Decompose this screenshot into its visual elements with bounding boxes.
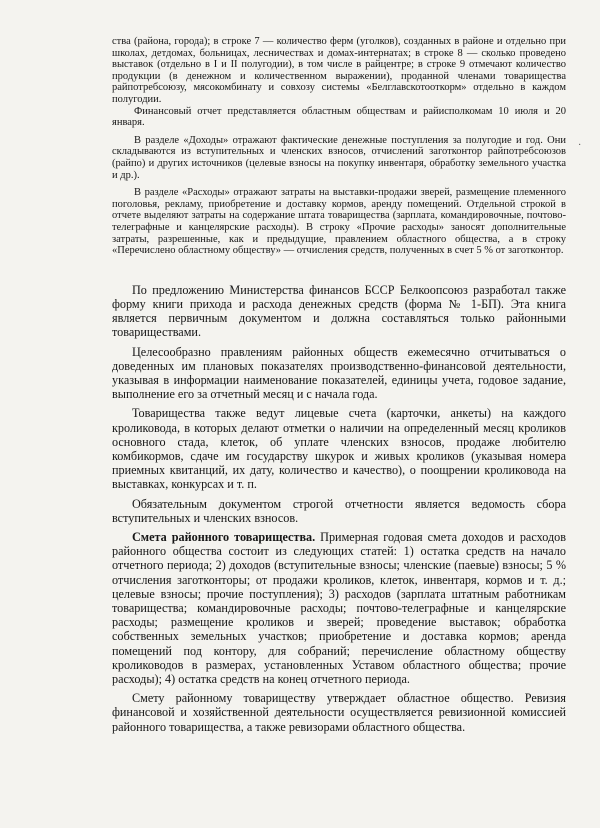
main-text-section bbox=[112, 283, 566, 734]
paragraph-monthly-reports: Целесообразно правлениям районных обществ ежемесячно отчитываться о доведенных им плановых показателях производственно-финансовой деятельности, указывая в информации наименование показателей, единицы учета, годовое задание, выполнение его за отчетный месяц и с начала года. bbox=[112, 344, 566, 402]
paragraph-income-section: В разделе «Доходы» отражают фактические денежные поступления за полугодие и год. Они складываются из вступительных и членских взносов, отчислений заготконтор райпотребсоюзов (райпо) и других источников (целевые взносы на покупку инвентаря, обработку земельного участка и др.). bbox=[112, 134, 566, 181]
paragraph-expenses-section: В разделе «Расходы» отражают затраты на выставки-продажи зверей, размещение племенного поголовья, рекламу, приобретение и доставку кормов, аренду помещений. Отдельной строкой в отчете выделяют затраты на содержание штата товарищества (зарплата, командировочные, почтово-телеграфные и канцелярские расходы). В строку «Прочие расходы» заносят дополнительные затраты, разрешенные, как и предыдущие, правлением областного общества, а в строку «Перечислено областному обществу» — отчисления средств, полученных в счет 5 % от заготконтор. bbox=[112, 187, 566, 257]
scan-speck: · bbox=[578, 140, 582, 151]
small-print-section bbox=[112, 36, 566, 257]
smeta-text: Примерная годовая смета доходов и расходов районного общества состоит из следующих статей: 1) остатка средств на начало отчетного периода; 2) доходов (вступительные взносы; членские (паевые) взносы; 5 % отчисления заготконторы; от продажи кроликов, клеток, инвентаря, кормов и т. д.; целевые взносы; прочие поступления); 3) расходов (зарплата штатным работникам товарищества; командировочные расходы; почтово-телеграфные и канцелярские расходы; размещение кроликов и зверей; проведение выставок; обработка собственных земельных участков; приобретение и доставка кормов; аренда помещений под контору, для собраний; перечисление областному обществу кролиководов в размерах, установленных Уставом областного общества; прочие расходы); 4) остатка средств на конец отчетного периода. bbox=[112, 529, 566, 686]
paragraph-financial-report: Финансовый отчет представляется областным обществам и райисполкомам 10 июля и 20 января. bbox=[112, 105, 566, 129]
paragraph-approval: Смету районному товариществу утверждает областное общество. Ревизия финансовой и хозяйственной деятельности осуществляется ревизионной комиссией районного товарищества, а также ревизорами областного общества. bbox=[112, 691, 566, 734]
paragraph-smeta bbox=[112, 530, 566, 686]
smeta-heading: Смета районного товарищества. bbox=[132, 529, 316, 544]
paragraph-rows-7-9: ства (района, города); в строке 7 — количество ферм (уголков), созданных в районе и отдельно при школах, детдомах, больницах, лесничествах и домах-интернатах; в строке 8 — сколько проведено выставок (отдельно в I и II полугодии), в том числе в райцентре; в строке 9 отмечают количество продукции (в денежном и количественном выражении), проданной членами товарищества райпотребсоюзу, мясокомбинату и совхозу системы «Белглавскотооткорм» отдельно в каждом полугодии. bbox=[112, 36, 566, 105]
paragraph-cash-book: По предложению Министерства финансов БССР Белкоопсоюз разработал также форму книги прихода и расхода денежных средств (форма № 1-БП). Эта книга является первичным документом и должна составляться только районными товариществами. bbox=[112, 282, 566, 340]
paragraph-personal-accounts: Товарищества также ведут лицевые счета (карточки, анкеты) на каждого кроликовода, в которых делают отметки о наличии на определенный месяц кроликов основного стада, клеток, об уплате членских взносов, продаже любителю комбикормов, сдаче им государству шкурок и живых кроликов (указывая номера приемных квитанций, их дату, количество и качество), о поощрении кроликовода на выставках, конкурсах и т. п. bbox=[112, 406, 566, 492]
paragraph-dues-statement: Обязательным документом строгой отчетности является ведомость сбора вступительных и членских взносов. bbox=[112, 496, 566, 525]
